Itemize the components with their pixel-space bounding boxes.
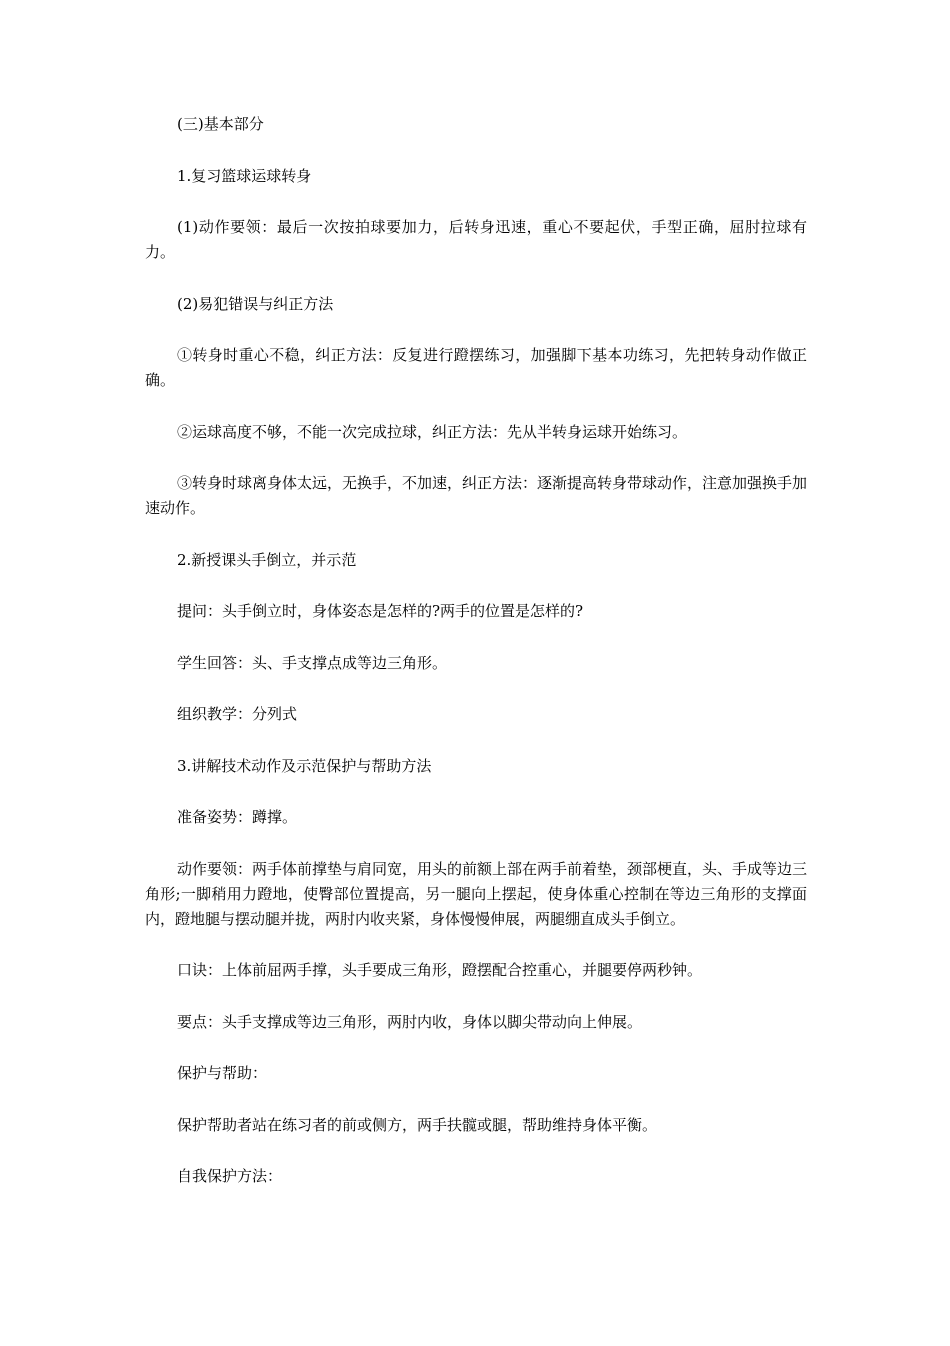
paragraph-error-2: ②运球高度不够，不能一次完成拉球，纠正方法：先从半转身运球开始练习。 bbox=[177, 422, 688, 441]
document-body bbox=[145, 112, 807, 1216]
paragraph-action-essentials: (1)动作要领：最后一次按拍球要加力，后转身迅速，重心不要起伏，手型正确，屈肘拉球有力。 bbox=[145, 218, 807, 261]
paragraph-protection-detail: 保护帮助者站在练习者的前或侧方，两手扶髋或腿，帮助维持身体平衡。 bbox=[177, 1115, 658, 1134]
paragraph-error-1: ①转身时重心不稳，纠正方法：反复进行蹬摆练习，加强脚下基本功练习，先把转身动作做正确。 bbox=[145, 346, 807, 389]
item-heading-explanation: 3.讲解技术动作及示范保护与帮助方法 bbox=[177, 756, 432, 775]
paragraph-student-answer: 学生回答：头、手支撑点成等边三角形。 bbox=[177, 653, 448, 672]
item-heading-headstand: 2.新授课头手倒立，并示范 bbox=[177, 550, 357, 569]
paragraph-key-points: 要点：头手支撑成等边三角形，两肘内收，身体以脚尖带动向上伸展。 bbox=[177, 1012, 643, 1031]
section-heading-basic-part: (三)基本部分 bbox=[177, 115, 264, 133]
item-heading-dribble-turn: 1.复习篮球运球转身 bbox=[177, 166, 312, 185]
paragraph-question: 提问：头手倒立时，身体姿态是怎样的?两手的位置是怎样的? bbox=[177, 602, 584, 620]
paragraph-self-protection: 自我保护方法： bbox=[177, 1167, 283, 1185]
paragraph-protection-heading: 保护与帮助： bbox=[177, 1064, 268, 1082]
paragraph-error-3: ③转身时球离身体太远，无换手，不加速，纠正方法：逐渐提高转身带球动作，注意加强换手加速动作。 bbox=[145, 474, 808, 517]
subheading-errors-corrections: (2)易犯错误与纠正方法 bbox=[177, 294, 334, 313]
paragraph-ready-position: 准备姿势：蹲撑。 bbox=[177, 808, 298, 826]
paragraph-organization: 组织教学：分列式 bbox=[177, 705, 298, 723]
paragraph-headstand-essentials: 动作要领：两手体前撑垫与肩同宽，用头的前额上部在两手前着垫，颈部梗直，头、手成等边三角形;一脚稍用力蹬地，使臀部位置提高，另一腿向上摆起，使身体重心控制在等边三角形的支撑面内，蹬地腿与摆动腿并拢，两肘内收夹紧，身体慢慢伸展，两腿绷直成头手倒立。 bbox=[145, 859, 808, 928]
paragraph-mnemonic: 口诀：上体前屈两手撑，头手要成三角形，蹬摆配合控重心，并腿要停两秒钟。 bbox=[177, 961, 703, 979]
